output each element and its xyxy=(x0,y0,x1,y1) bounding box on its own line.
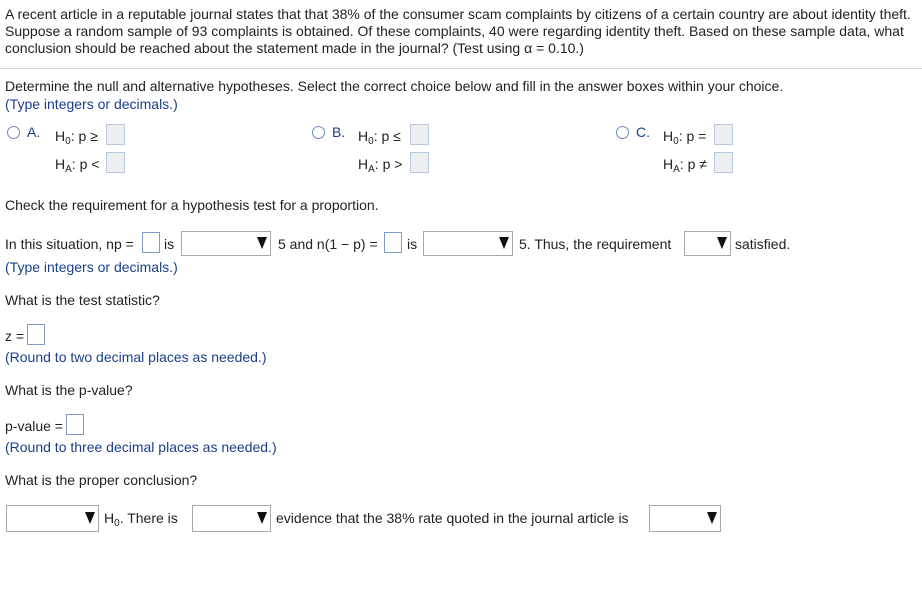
choice-b-letter: B. xyxy=(332,124,346,140)
chevron-down-icon xyxy=(85,512,95,524)
requirement-text-is-1: is xyxy=(164,236,175,252)
choice-a-letter: A. xyxy=(27,124,41,140)
choice-c-letter: C. xyxy=(636,124,650,140)
choice-a-h0: $H_0$: p ≥ xyxy=(55,128,98,147)
choice-c-h0-input[interactable] xyxy=(714,124,733,145)
requirement-text-n1p: 5 and n(1 − p) = xyxy=(278,236,378,252)
hypotheses-prompt: Determine the null and alternative hypotheses. Select the correct choice below and fill in the answer boxes within your choice. xyxy=(5,78,784,94)
p-value-label: p-value = xyxy=(5,418,63,434)
choice-a-ha-input[interactable] xyxy=(106,152,125,173)
z-input[interactable] xyxy=(27,324,45,345)
chevron-down-icon xyxy=(707,512,717,524)
np-comparison-select[interactable] xyxy=(181,231,271,256)
choice-b-radio[interactable] xyxy=(312,126,325,139)
chevron-down-icon xyxy=(257,237,267,249)
requirement-text-is-2: is xyxy=(407,236,418,252)
n1p-comparison-select[interactable] xyxy=(423,231,513,256)
problem-statement: A recent article in a reputable journal states that that 38% of the consumer scam complaints by citizens of a certain country are about identity theft. Suppose a random sample of 93 complaints is obtained. Of these complaints, 40 were regarding identity theft. Based on these sample data, what conclusion should be reached about the statement made in the journal? (Test using α = 0.10.) xyxy=(5,6,911,56)
n1p-input[interactable] xyxy=(384,232,402,253)
chevron-down-icon xyxy=(717,237,727,249)
choice-c-ha-input[interactable] xyxy=(714,152,733,173)
test-statistic-question: What is the test statistic? xyxy=(5,292,160,308)
conclusion-claim-select[interactable] xyxy=(649,505,721,532)
choice-b-h0: $H_0$: p ≤ xyxy=(358,128,401,147)
choice-c-radio[interactable] xyxy=(616,126,629,139)
z-label: z = xyxy=(5,328,25,344)
conclusion-text-1: $H_0$. There is xyxy=(104,510,178,529)
choice-a-ha: $H_A$: p < xyxy=(55,156,100,175)
hypotheses-hint: (Type integers or decimals.) xyxy=(5,96,178,112)
requirement-text-satisfied: satisfied. xyxy=(735,236,791,252)
p-value-question: What is the p-value? xyxy=(5,382,133,398)
conclusion-decision-select[interactable] xyxy=(6,505,99,532)
requirement-heading: Check the requirement for a hypothesis test for a proportion. xyxy=(5,197,379,213)
choice-c-ha: $H_A$: p ≠ xyxy=(663,156,707,175)
conclusion-question: What is the proper conclusion? xyxy=(5,472,198,488)
chevron-down-icon xyxy=(499,237,509,249)
choice-b-ha-input[interactable] xyxy=(410,152,429,173)
conclusion-evidence-select[interactable] xyxy=(192,505,271,532)
requirement-text-np: In this situation, np = xyxy=(5,236,134,252)
np-input[interactable] xyxy=(142,232,160,253)
requirement-satisfied-select[interactable] xyxy=(684,231,731,256)
chevron-down-icon xyxy=(257,512,267,524)
p-value-hint: (Round to three decimal places as needed.) xyxy=(5,439,277,455)
choice-a-radio[interactable] xyxy=(7,126,20,139)
p-value-input[interactable] xyxy=(66,414,84,435)
choice-c-h0: $H_0$: p = xyxy=(663,128,707,147)
requirement-text-thus: 5. Thus, the requirement xyxy=(519,236,672,252)
choice-b-ha: $H_A$: p > xyxy=(358,156,403,175)
test-statistic-hint: (Round to two decimal places as needed.) xyxy=(5,349,267,365)
choice-b-h0-input[interactable] xyxy=(410,124,429,145)
requirement-hint: (Type integers or decimals.) xyxy=(5,259,178,275)
conclusion-text-2: evidence that the 38% rate quoted in the journal article is xyxy=(276,510,629,526)
divider xyxy=(0,68,922,69)
choice-a-h0-input[interactable] xyxy=(106,124,125,145)
